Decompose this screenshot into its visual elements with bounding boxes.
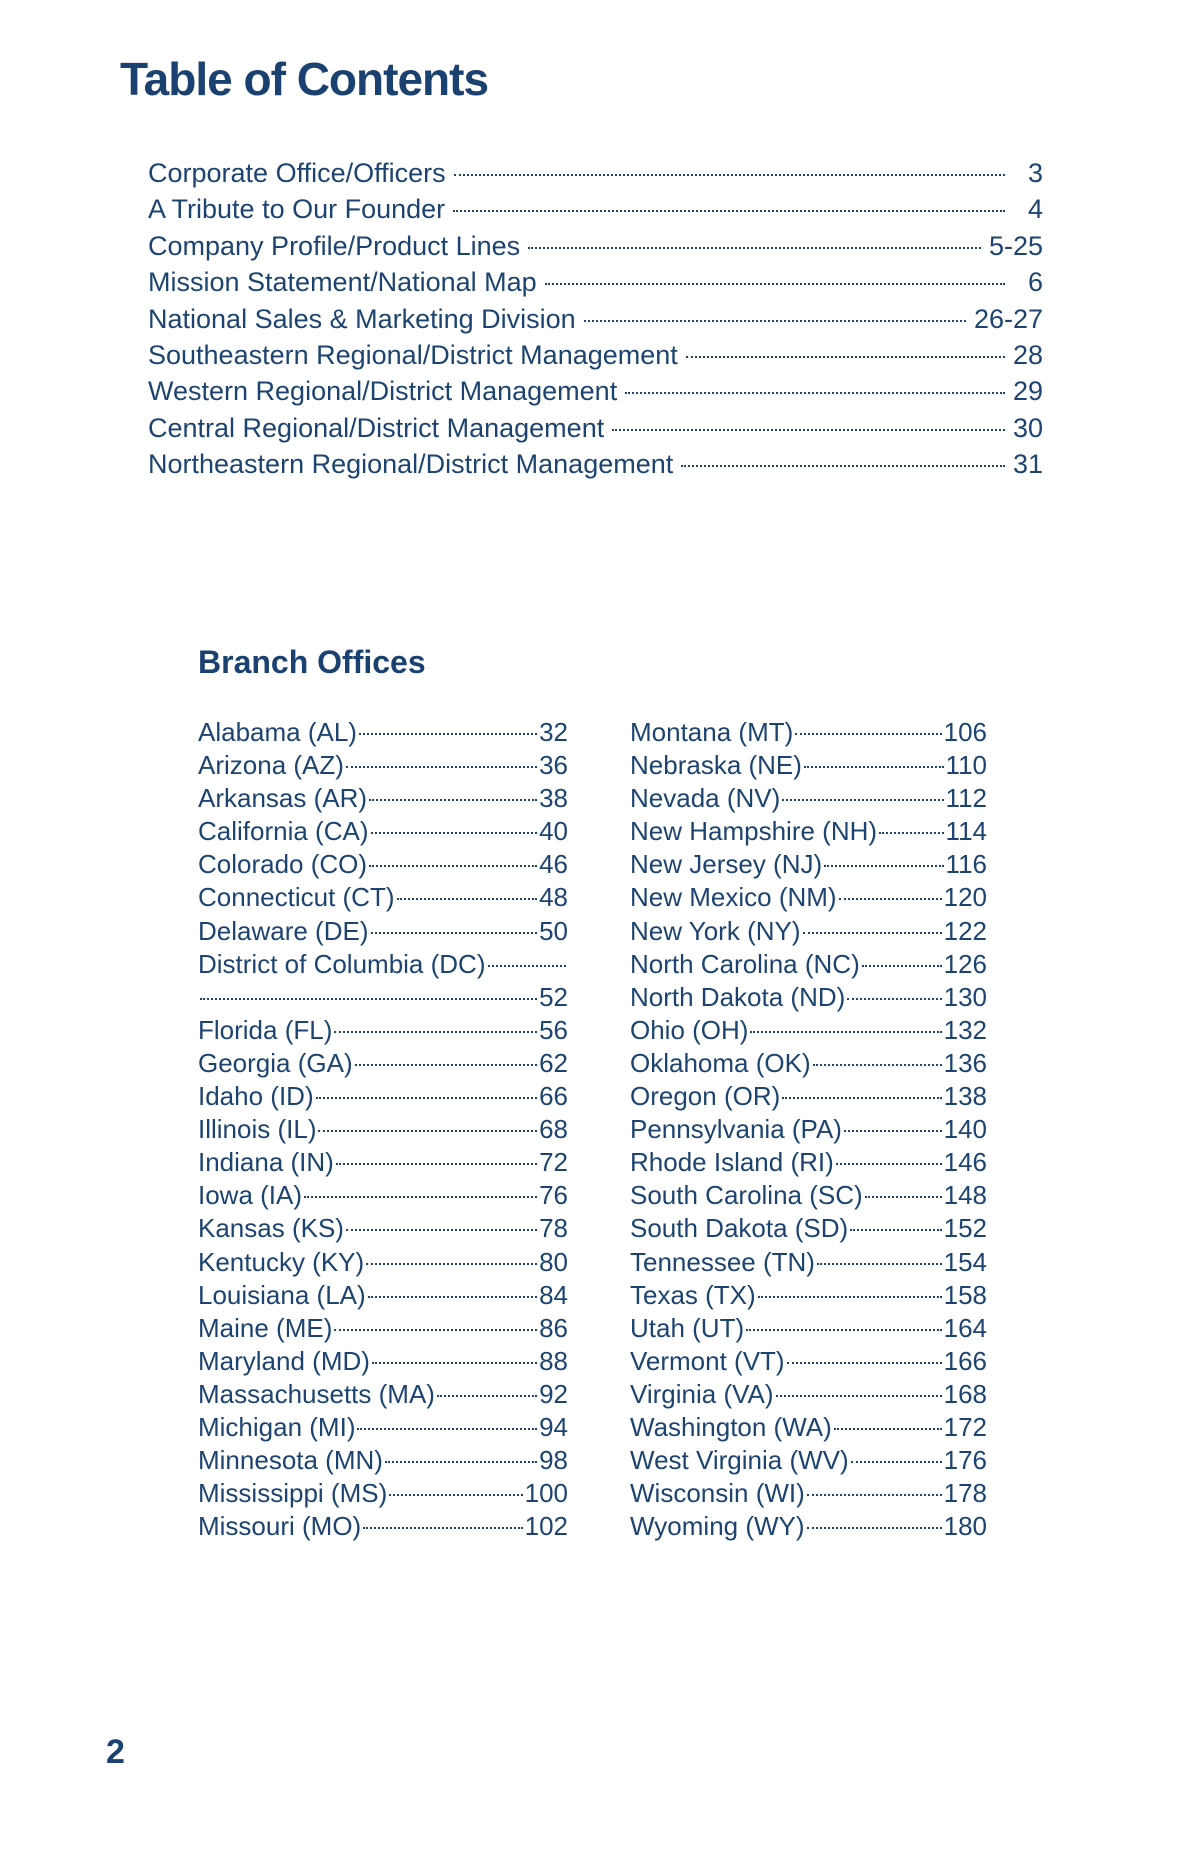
branch-entry-label: New Jersey (NJ) [630, 849, 823, 880]
branch-entry[interactable] [630, 1445, 987, 1478]
branch-entry-label: Delaware (DE) [198, 915, 369, 946]
branch-entry-label: Utah (UT) [630, 1312, 745, 1343]
branch-entry-label: California (CA) [198, 816, 369, 847]
dot-leader [879, 832, 944, 834]
dot-leader [318, 1130, 537, 1132]
branch-entry-label: Nebraska (NE) [630, 750, 802, 781]
dot-leader [316, 1097, 537, 1099]
dot-leader [334, 1031, 537, 1033]
branch-entry-label: Virginia (VA) [630, 1378, 774, 1409]
dot-leader [368, 1296, 537, 1298]
dot-leader [839, 898, 942, 900]
branch-offices-heading: Branch Offices [198, 644, 426, 680]
branch-entry-page: 76 [539, 1180, 568, 1211]
branch-entry-page: 180 [943, 1511, 987, 1542]
branch-entry[interactable] [630, 1048, 987, 1081]
dot-leader [824, 865, 943, 867]
branch-entry[interactable] [198, 916, 568, 949]
branch-entry-page: 92 [539, 1378, 568, 1409]
branch-entry-page: 116 [945, 849, 987, 880]
branch-entry-label: Indiana (IN) [198, 1147, 334, 1178]
branch-entry-label: Rhode Island (RI) [630, 1147, 834, 1178]
branch-entry[interactable] [198, 1280, 568, 1313]
branch-offices-list-right [630, 717, 987, 1544]
dot-leader [746, 1329, 941, 1331]
branch-entry-page: 112 [945, 783, 987, 814]
branch-entry-page: 146 [943, 1147, 987, 1178]
branch-entry-label: Nevada (NV) [630, 783, 781, 814]
dot-leader [359, 733, 537, 735]
branch-entry-label: New Hampshire (NH) [630, 816, 878, 847]
branch-entry-page: 138 [943, 1081, 987, 1112]
branch-entry[interactable] [630, 1247, 987, 1280]
branch-entry[interactable] [198, 949, 568, 982]
branch-entry-page: 40 [539, 816, 568, 847]
branch-entry[interactable] [198, 1180, 568, 1213]
branch-entry-label: South Dakota (SD) [630, 1213, 849, 1244]
branch-entry-label: North Carolina (NC) [630, 948, 860, 979]
page-title: Table of Contents [120, 53, 489, 105]
dot-leader [372, 1362, 537, 1364]
branch-entry-page: 62 [539, 1047, 568, 1078]
dot-leader [804, 766, 944, 768]
branch-entry-label: New York (NY) [630, 915, 801, 946]
page-number: 2 [106, 1733, 125, 1771]
branch-entry-page: 178 [943, 1478, 987, 1509]
branch-entry-label: Massachusetts (MA) [198, 1378, 435, 1409]
dot-leader [803, 932, 942, 934]
branch-entry-page: 84 [539, 1279, 568, 1310]
branch-entry[interactable] [630, 1346, 987, 1379]
branch-entry[interactable] [198, 1379, 568, 1412]
branch-entry-page: 136 [943, 1047, 987, 1078]
branch-entry-page: 66 [539, 1081, 568, 1112]
branch-entry-page: 152 [943, 1213, 987, 1244]
dot-leader [346, 766, 537, 768]
branch-entry[interactable] [630, 750, 987, 783]
dot-leader [787, 1362, 942, 1364]
branch-entry[interactable] [630, 982, 987, 1015]
toc-entry-page: 29 [1012, 376, 1043, 407]
dot-leader [807, 1527, 942, 1529]
branch-entry-page: 120 [943, 882, 987, 913]
branch-entry-page: 100 [524, 1478, 568, 1509]
branch-entry-page: 32 [539, 717, 568, 747]
dot-leader [369, 799, 537, 801]
dot-leader [813, 1064, 942, 1066]
dot-leader [397, 898, 538, 900]
toc-entry-label: Central Regional/District Management [148, 412, 605, 443]
branch-entry-label: Ohio (OH) [630, 1014, 749, 1045]
dot-leader [807, 1494, 942, 1496]
dot-leader [437, 1395, 537, 1397]
branch-entry-label: Kentucky (KY) [198, 1246, 365, 1277]
dot-leader [686, 356, 1005, 358]
branch-entry-label: Wisconsin (WI) [630, 1478, 805, 1509]
toc-entry[interactable] [148, 413, 1043, 449]
toc-entry-label: Corporate Office/Officers [148, 158, 446, 188]
branch-entry-page: 172 [943, 1411, 987, 1442]
branch-entry[interactable] [630, 1081, 987, 1114]
branch-entry[interactable] [198, 982, 568, 1015]
dot-leader [369, 865, 537, 867]
dot-leader [357, 1428, 537, 1430]
branch-entry-page: 88 [539, 1345, 568, 1376]
branch-entry-page: 148 [943, 1180, 987, 1211]
dot-leader [371, 932, 538, 934]
branch-entry-page: 78 [539, 1213, 568, 1244]
branch-entry-page: 122 [943, 915, 987, 946]
branch-entry[interactable] [630, 882, 987, 915]
branch-entry-label: Pennsylvania (PA) [630, 1114, 842, 1145]
toc-entry-page: 28 [1012, 339, 1043, 370]
branch-entry[interactable] [198, 1147, 568, 1180]
toc-entry-label: Mission Statement/National Map [148, 267, 537, 298]
branch-entry[interactable] [630, 949, 987, 982]
branch-entry[interactable] [198, 1478, 568, 1511]
branch-entry-label: Michigan (MI) [198, 1411, 356, 1442]
toc-entry-page: 3 [1027, 158, 1043, 188]
dot-leader [776, 1395, 942, 1397]
dot-leader [862, 965, 942, 967]
toc-entry-page: 6 [1027, 267, 1043, 298]
branch-entry-page: 114 [945, 816, 987, 847]
branch-entry[interactable] [198, 783, 568, 816]
toc-entry-label: Northeastern Regional/District Management [148, 449, 674, 480]
branch-entry-label: Wyoming (WY) [630, 1511, 805, 1542]
branch-entry[interactable] [630, 1213, 987, 1246]
dot-leader [200, 998, 537, 1000]
branch-entry[interactable] [198, 849, 568, 882]
branch-entry-label: Illinois (IL) [198, 1114, 317, 1145]
dot-leader [453, 210, 1005, 212]
branch-entry[interactable] [630, 1511, 987, 1544]
branch-entry-page: 140 [943, 1114, 987, 1145]
dot-leader [366, 1263, 537, 1265]
branch-entry[interactable] [198, 1511, 568, 1544]
dot-leader [389, 1494, 522, 1496]
branch-entry-page: 168 [943, 1378, 987, 1409]
branch-entry-label: Georgia (GA) [198, 1047, 353, 1078]
branch-entry-label: South Carolina (SC) [630, 1180, 863, 1211]
branch-offices-list-left [198, 717, 568, 1544]
table-of-contents-list [148, 158, 1043, 486]
branch-entry[interactable] [630, 816, 987, 849]
dot-leader [528, 247, 981, 249]
dot-leader [836, 1163, 942, 1165]
dot-leader [782, 799, 943, 801]
toc-entry-page: 5-25 [988, 230, 1043, 261]
branch-entry[interactable] [630, 783, 987, 816]
branch-entry-page: 158 [943, 1279, 987, 1310]
branch-entry-label: Kansas (KS) [198, 1213, 344, 1244]
toc-entry[interactable] [148, 376, 1043, 412]
branch-entry-label: Oklahoma (OK) [630, 1047, 811, 1078]
branch-entry[interactable] [630, 717, 987, 750]
branch-entry[interactable] [630, 1147, 987, 1180]
dot-leader [865, 1196, 942, 1198]
dot-leader [612, 429, 1005, 431]
branch-entry-page: 154 [943, 1246, 987, 1277]
branch-entry-label: Colorado (CO) [198, 849, 368, 880]
dot-leader [750, 1031, 941, 1033]
branch-entry[interactable] [198, 717, 568, 750]
dot-leader [454, 174, 1005, 176]
branch-entry-page: 110 [945, 750, 987, 781]
branch-entry-page: 36 [539, 750, 568, 781]
toc-entry-page: 31 [1012, 449, 1043, 480]
branch-entry-label: Idaho (ID) [198, 1081, 314, 1112]
dot-leader [782, 1097, 941, 1099]
toc-entry[interactable] [148, 267, 1043, 303]
dot-leader [355, 1064, 537, 1066]
branch-entry-page: 46 [539, 849, 568, 880]
branch-entry[interactable] [630, 1313, 987, 1346]
dot-leader [758, 1296, 942, 1298]
branch-entry-page: 176 [943, 1445, 987, 1476]
branch-entry-label: Maryland (MD) [198, 1345, 370, 1376]
branch-entry-page: 86 [539, 1312, 568, 1343]
branch-entry-page: 94 [539, 1411, 568, 1442]
toc-entry[interactable] [148, 449, 1043, 485]
branch-entry[interactable] [630, 1379, 987, 1412]
branch-entry[interactable] [198, 1247, 568, 1280]
dot-leader [795, 733, 941, 735]
branch-entry[interactable] [630, 1180, 987, 1213]
branch-entry-label: Texas (TX) [630, 1279, 756, 1310]
branch-entry[interactable] [630, 916, 987, 949]
branch-entry-label: Oregon (OR) [630, 1081, 781, 1112]
branch-entry-page: 132 [943, 1014, 987, 1045]
toc-entry-label: A Tribute to Our Founder [148, 194, 446, 225]
dot-leader [336, 1163, 537, 1165]
branch-entry[interactable] [198, 1445, 568, 1478]
branch-entry-label: West Virginia (WV) [630, 1445, 849, 1476]
branch-entry[interactable] [630, 1412, 987, 1445]
branch-entry[interactable] [198, 1048, 568, 1081]
dot-leader [545, 283, 1005, 285]
branch-entry-label: Missouri (MO) [198, 1511, 362, 1542]
dot-leader [346, 1229, 537, 1231]
branch-entry-page: 48 [539, 882, 568, 913]
branch-entry-label: Arkansas (AR) [198, 783, 368, 814]
branch-entry-label: Tennessee (TN) [630, 1246, 815, 1277]
branch-entry[interactable] [198, 1213, 568, 1246]
toc-entry[interactable] [148, 340, 1043, 376]
dot-leader [850, 1229, 941, 1231]
branch-entry[interactable] [198, 1114, 568, 1147]
toc-entry-page: 26-27 [973, 303, 1043, 334]
branch-entry[interactable] [198, 1081, 568, 1114]
dot-leader [625, 392, 1005, 394]
dot-leader [834, 1428, 942, 1430]
branch-entry[interactable] [198, 1346, 568, 1379]
branch-entry[interactable] [198, 882, 568, 915]
branch-entry[interactable] [198, 750, 568, 783]
branch-entry[interactable] [198, 1313, 568, 1346]
branch-entry-label: Arizona (AZ) [198, 750, 344, 781]
dot-leader [847, 998, 941, 1000]
dot-leader [363, 1527, 522, 1529]
branch-entry-label: Connecticut (CT) [198, 882, 395, 913]
toc-entry-label: Western Regional/District Management [148, 376, 618, 407]
dot-leader [681, 465, 1005, 467]
branch-entry-label: Florida (FL) [198, 1014, 333, 1045]
toc-entry-page: 30 [1012, 412, 1043, 443]
branch-entry-page: 130 [943, 981, 987, 1012]
branch-entry-label: Alabama (AL) [198, 717, 357, 747]
toc-entry-label: National Sales & Marketing Division [148, 303, 576, 334]
dot-leader [334, 1329, 537, 1331]
toc-entry-page: 4 [1027, 194, 1043, 225]
branch-entry-page: 56 [539, 1014, 568, 1045]
branch-entry-label: New Mexico (NM) [630, 882, 837, 913]
dot-leader [851, 1461, 942, 1463]
branch-entry-page: 106 [943, 717, 987, 747]
branch-entry[interactable] [630, 1478, 987, 1511]
branch-entry-page: 68 [539, 1114, 568, 1145]
dot-leader [584, 320, 966, 322]
toc-entry-label: Southeastern Regional/District Management [148, 339, 678, 370]
branch-entry[interactable] [630, 849, 987, 882]
dot-leader [488, 965, 567, 967]
toc-entry[interactable] [148, 194, 1043, 230]
branch-entry-label: Mississippi (MS) [198, 1478, 388, 1509]
branch-entry-label: North Dakota (ND) [630, 981, 846, 1012]
branch-entry[interactable] [198, 1412, 568, 1445]
branch-entry[interactable] [630, 1280, 987, 1313]
branch-entry-label: Vermont (VT) [630, 1345, 785, 1376]
branch-entry-page: 50 [539, 915, 568, 946]
branch-entry-page: 102 [524, 1511, 568, 1542]
dot-leader [371, 832, 538, 834]
dot-leader [817, 1263, 942, 1265]
toc-entry-label: Company Profile/Product Lines [148, 230, 521, 261]
branch-entry-label: District of Columbia (DC) [198, 948, 486, 979]
branch-entry-label: Montana (MT) [630, 717, 794, 747]
branch-entry-page: 166 [943, 1345, 987, 1376]
branch-entry-label: Washington (WA) [630, 1411, 832, 1442]
branch-entry-label: Iowa (IA) [198, 1180, 303, 1211]
dot-leader [385, 1461, 537, 1463]
branch-entry[interactable] [630, 1114, 987, 1147]
toc-entry[interactable] [148, 304, 1043, 340]
branch-entry-page: 164 [943, 1312, 987, 1343]
branch-entry-page: 98 [539, 1445, 568, 1476]
branch-entry[interactable] [198, 1015, 568, 1048]
branch-entry-page: 80 [539, 1246, 568, 1277]
toc-entry[interactable] [148, 231, 1043, 267]
branch-entry[interactable] [630, 1015, 987, 1048]
dot-leader [304, 1196, 537, 1198]
branch-entry-label: Louisiana (LA) [198, 1279, 366, 1310]
branch-entry-page: 38 [539, 783, 568, 814]
branch-entry[interactable] [198, 816, 568, 849]
branch-entry-page: 52 [539, 981, 568, 1012]
toc-entry[interactable] [148, 158, 1043, 194]
branch-entry-page: 126 [943, 948, 987, 979]
branch-entry-label: Maine (ME) [198, 1312, 333, 1343]
branch-entry-page: 72 [539, 1147, 568, 1178]
dot-leader [844, 1130, 942, 1132]
branch-entry-label: Minnesota (MN) [198, 1445, 383, 1476]
